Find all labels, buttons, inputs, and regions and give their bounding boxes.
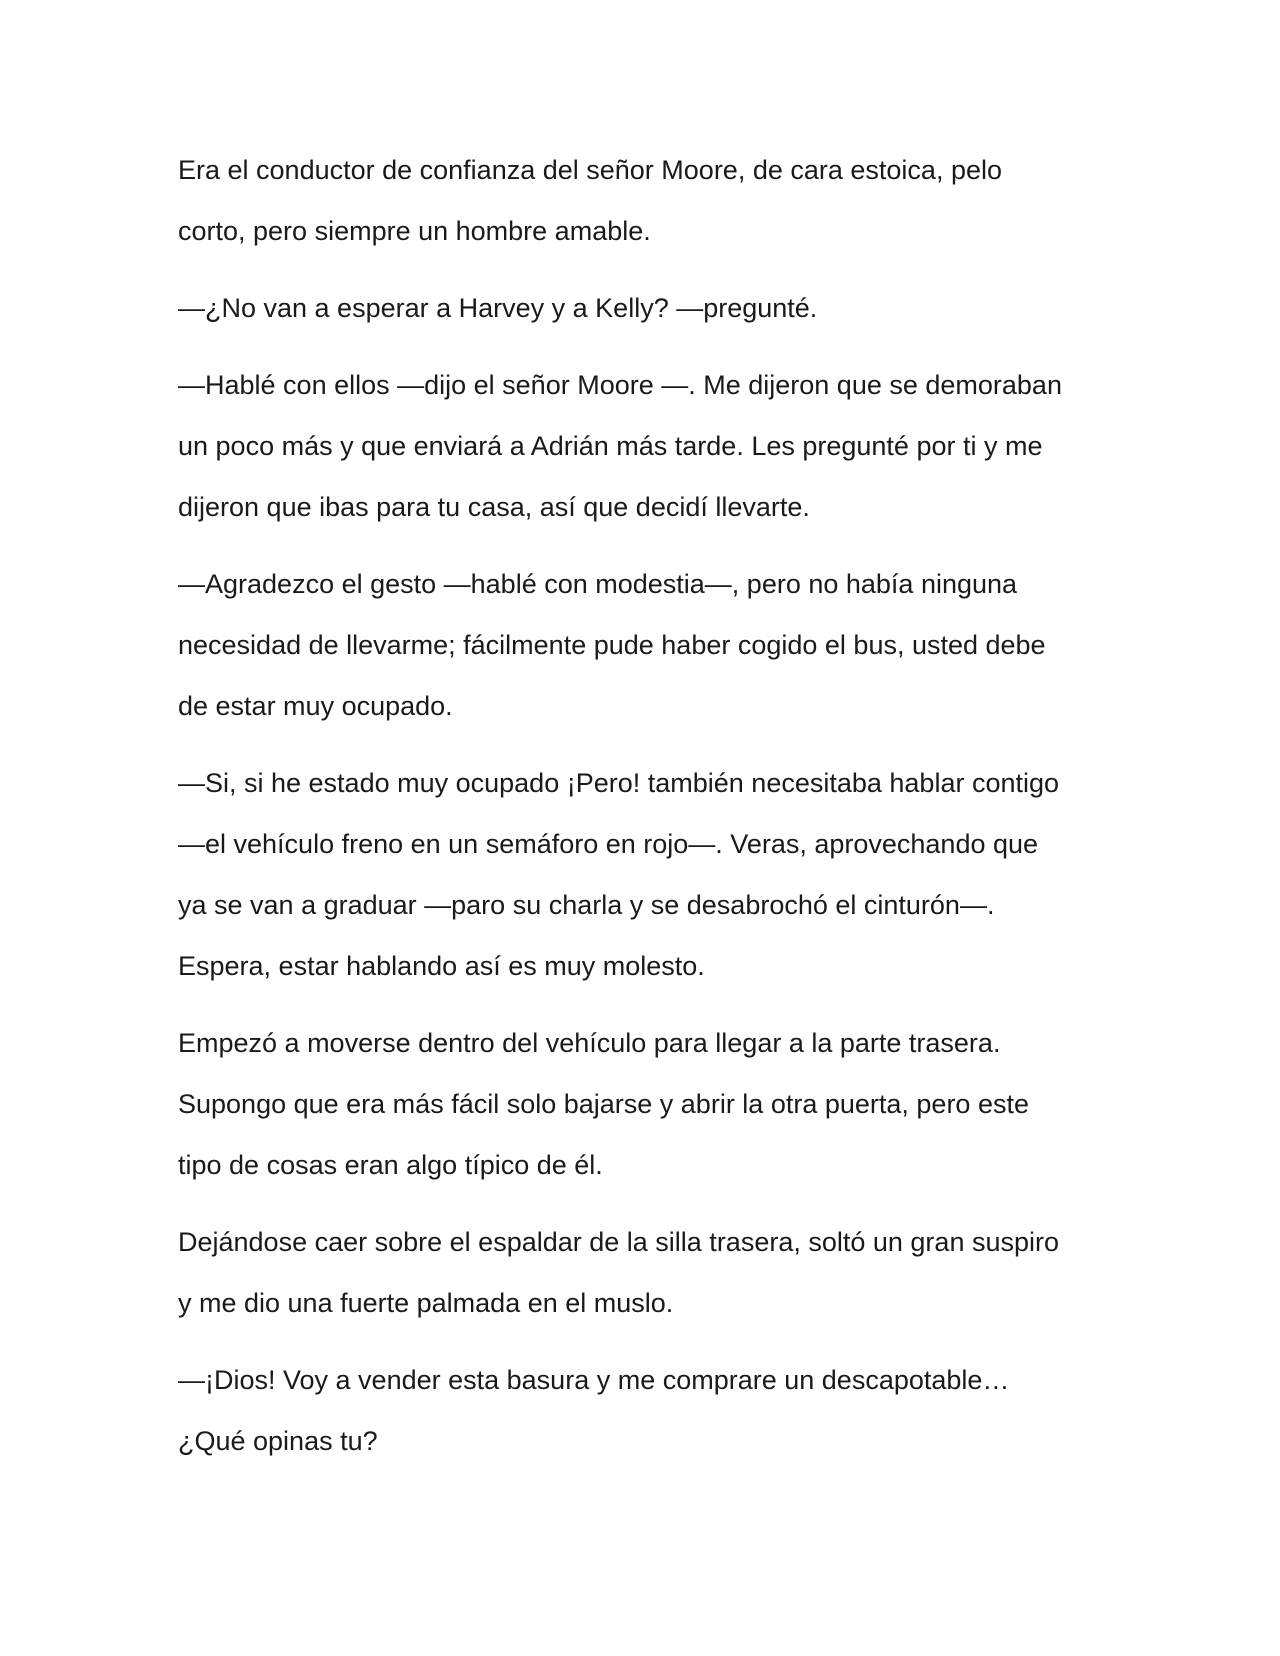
paragraph: —Hablé con ellos —dijo el señor Moore —. Me dijeron que se demoraban un poco más y que enviará a Adrián más tarde. Les pregunté por ti y me dijeron que ibas para tu casa, así que decidí llevarte. [178, 370, 1062, 522]
paragraph: —¿No van a esperar a Harvey y a Kelly? —pregunté. [178, 293, 818, 323]
paragraph: —Agradezco el gesto —hablé con modestia—, pero no había ninguna necesidad de llevarme; fácilmente pude haber cogido el bus, usted debe de estar muy ocupado. [178, 569, 1046, 721]
paragraph: —¡Dios! Voy a vender esta basura y me comprare un descapotable… ¿Qué opinas tu? [178, 1365, 1010, 1456]
paragraph: —Si, si he estado muy ocupado ¡Pero! también necesitaba hablar contigo —el vehículo freno en un semáforo en rojo—. Veras, aprovechando que ya se van a graduar —paro su charla y se desabrochó el cinturón—. Espera, estar hablando así es muy molesto. [178, 768, 1060, 981]
paragraph: Dejándose caer sobre el espaldar de la silla trasera, soltó un gran suspiro y me dio una fuerte palmada en el muslo. [178, 1227, 1059, 1318]
paragraph: Empezó a moverse dentro del vehículo para llegar a la parte trasera. Supongo que era más fácil solo bajarse y abrir la otra puerta, pero este tipo de cosas eran algo típico de él. [178, 1028, 1029, 1180]
document-body [178, 140, 1118, 1488]
paragraph: Era el conductor de confianza del señor Moore, de cara estoica, pelo corto, pero siempre un hombre amable. [178, 155, 1002, 246]
